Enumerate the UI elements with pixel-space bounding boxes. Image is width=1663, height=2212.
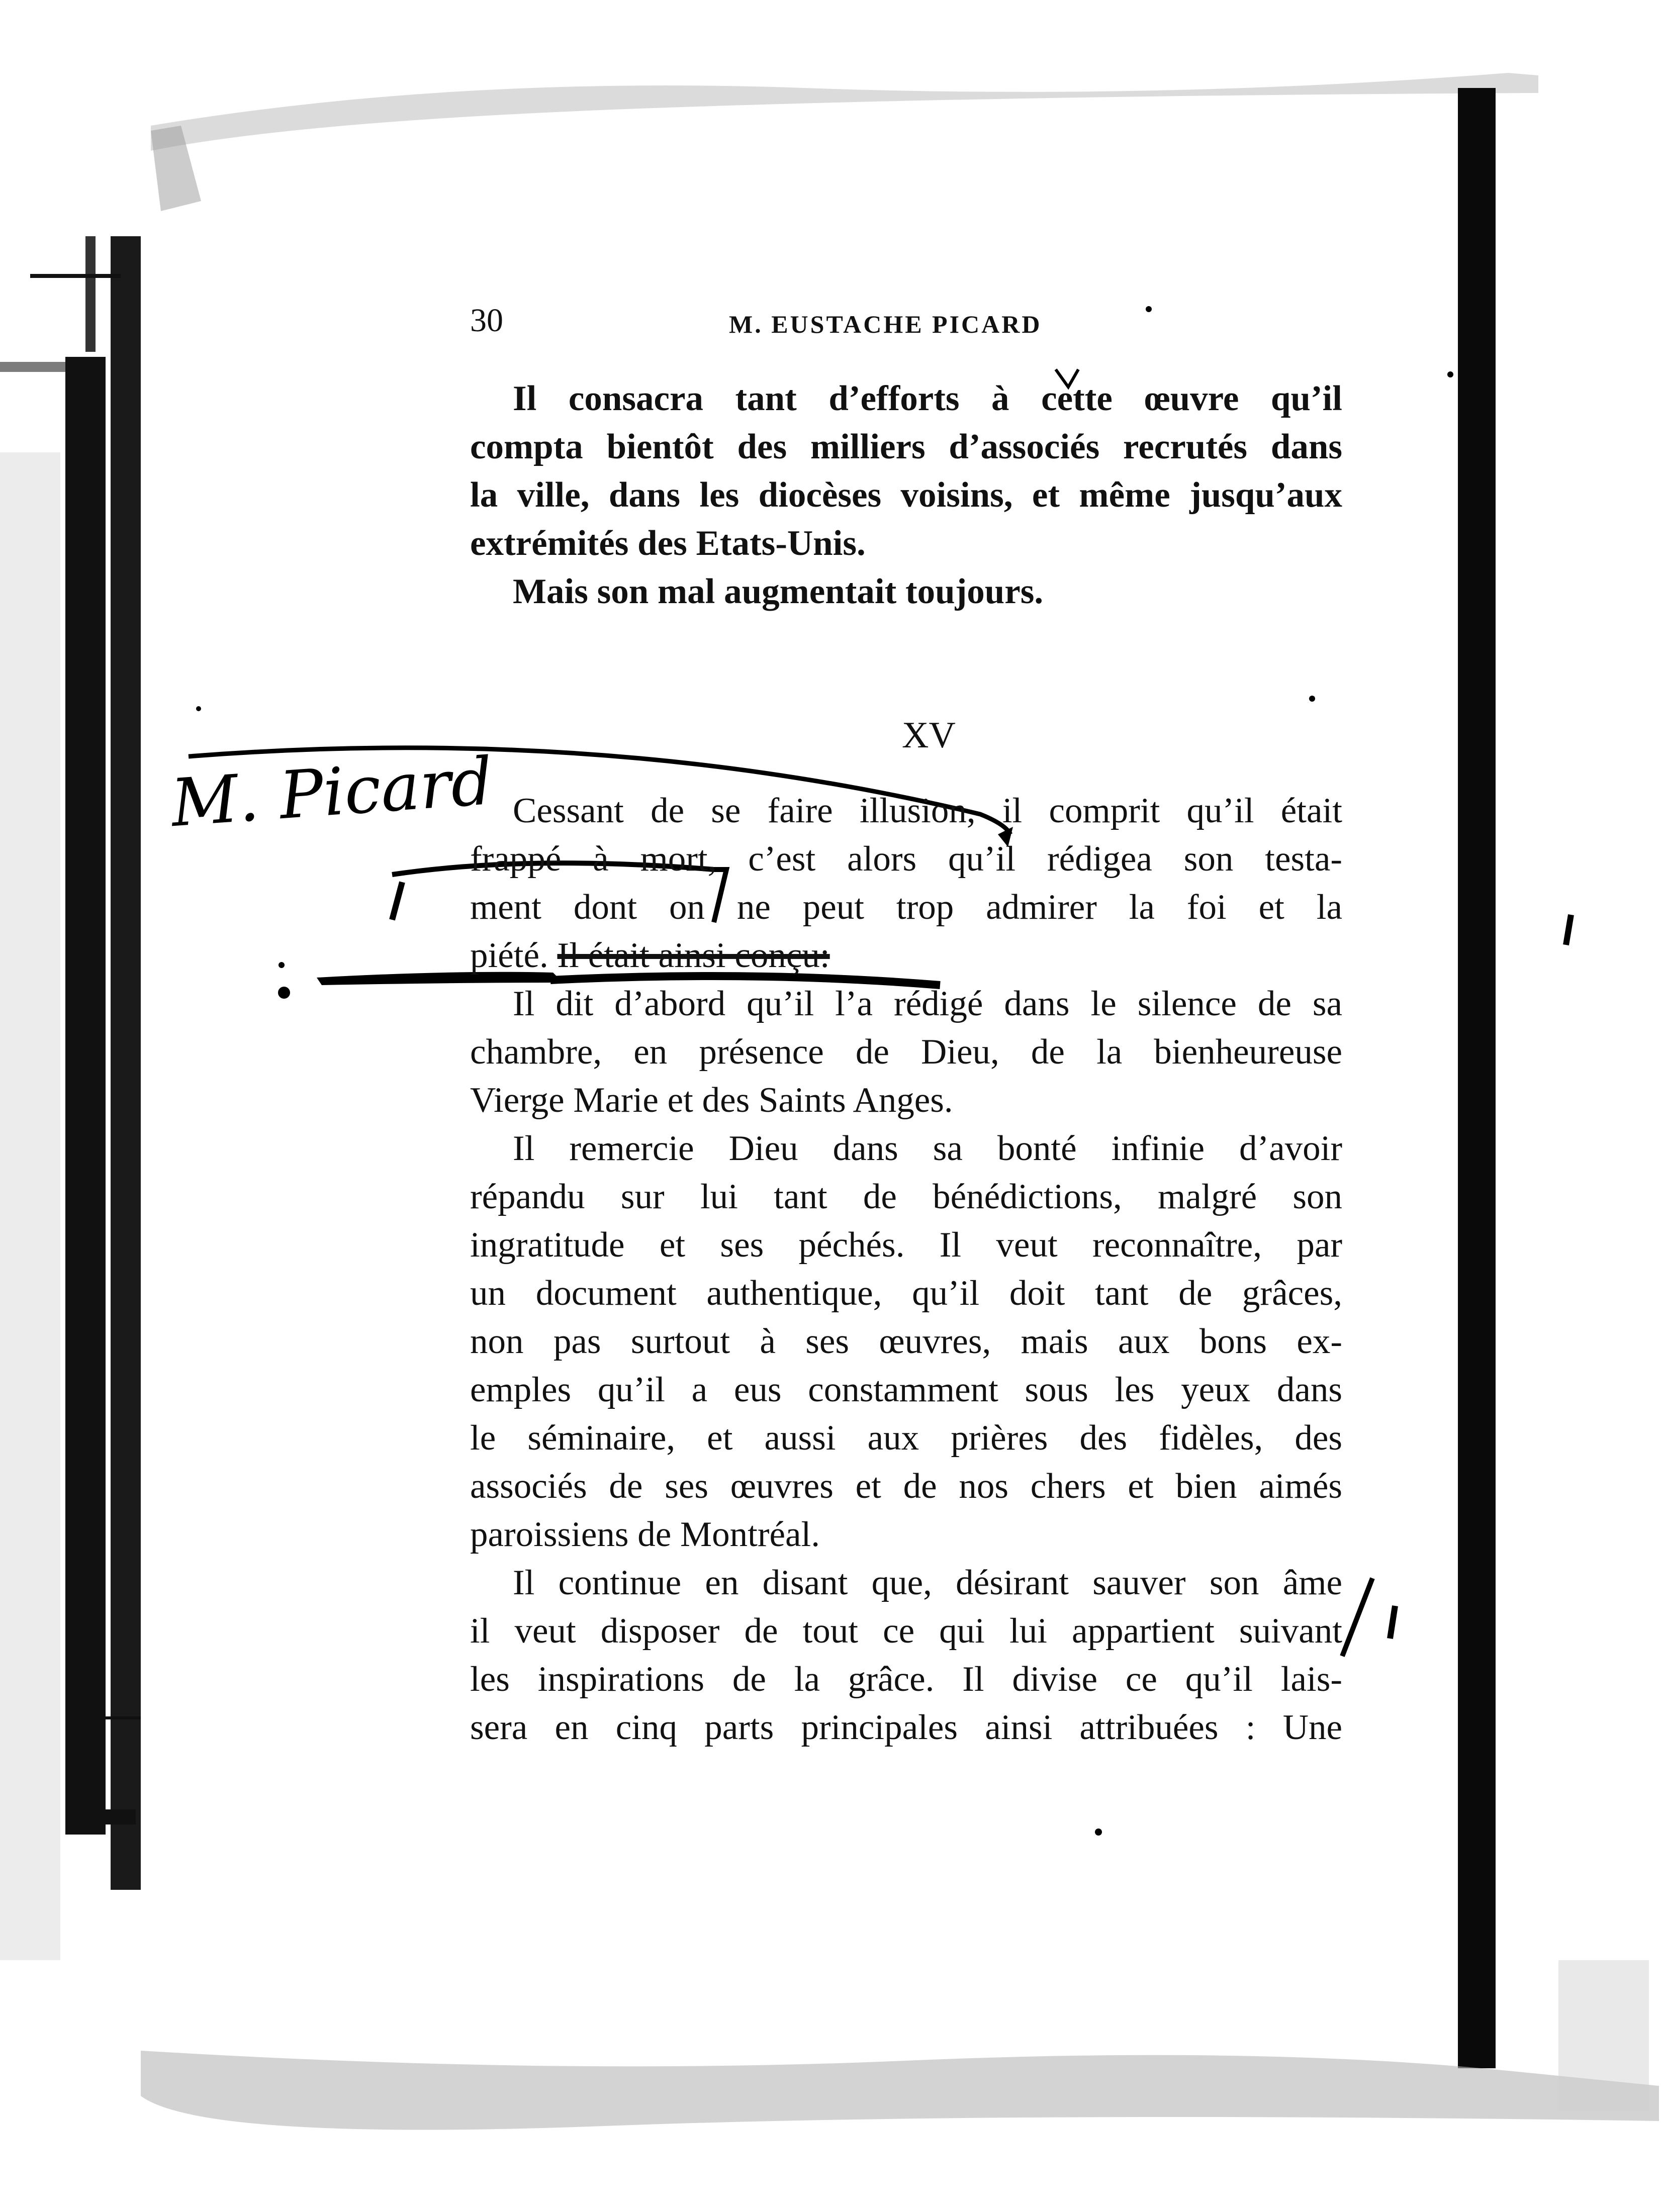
text-line: emples qu’il a eus constamment sous les yeux dans [470, 1370, 1342, 1409]
text-fragment: piété. [470, 936, 548, 975]
struck-out-text: Il était ainsi conçu: [557, 936, 830, 975]
text-line: Il continue en disant que, désirant sauver son âme [513, 1563, 1342, 1602]
section-heading: XV [902, 715, 956, 756]
hand-dot [278, 987, 290, 999]
text-line: chambre, en présence de Dieu, de la bienheureuse [470, 1032, 1342, 1072]
text-line: il veut disposer de tout ce qui lui appartient suivant [470, 1611, 1342, 1651]
text-line: compta bientôt des milliers d’associés recrutés dans [470, 427, 1342, 466]
text-line: associés de ses œuvres et de nos chers et bien aimés [470, 1467, 1342, 1506]
text-line: ingratitude et ses péchés. Il veut reconnaître, par [470, 1225, 1342, 1265]
text-line: non pas surtout à ses œuvres, mais aux bons ex- [470, 1322, 1342, 1361]
text-line: la ville, dans les diocèses voisins, et même jusqu’aux [470, 475, 1342, 515]
text-line: paroissiens de Montréal. [470, 1515, 820, 1554]
text-line: répandu sur lui tant de bénédictions, malgré son [470, 1177, 1342, 1216]
text-line: Mais son mal augmentait toujours. [513, 572, 1044, 611]
page-number: 30 [470, 302, 503, 339]
text-line: ment dont on ne peut trop admirer la foi et la [470, 888, 1342, 927]
running-header [470, 302, 1340, 347]
top-scan-noise [151, 73, 1538, 151]
left-black-bar-1 [65, 357, 106, 1835]
text-line: Il consacra tant d’efforts à cette œuvre qu’il [513, 379, 1342, 418]
hand-tick-right-1 [1566, 915, 1571, 945]
left-black-bar-2 [111, 236, 141, 1890]
hand-slash-ame [1342, 1578, 1372, 1656]
text-line: un document authentique, qu’il doit tant de grâces, [470, 1274, 1342, 1313]
hand-tick-right-2 [1390, 1606, 1395, 1639]
text-line: Vierge Marie et des Saints Anges. [470, 1081, 953, 1120]
bottom-scan-noise [141, 2051, 1659, 2130]
handwritten-margin-note: M. Picard [168, 742, 496, 842]
text-line [470, 931, 1342, 980]
text-line: le séminaire, et aussi aux prières des fidèles, des [470, 1418, 1342, 1458]
hand-tick-left-1 [392, 882, 402, 920]
text-line: Cessant de se faire illusion, il comprit qu’il était [513, 791, 1342, 830]
section-gap [470, 616, 1342, 711]
page-body [470, 374, 1342, 1752]
text-line: extrémités des Etats-Unis. [470, 524, 866, 563]
text-line: Il dit d’abord qu’il l’a rédigé dans le silence de sa [513, 984, 1342, 1023]
right-black-bar [1458, 88, 1496, 2068]
text-line: les inspirations de la grâce. Il divise ce qu’il lais- [470, 1660, 1342, 1699]
text-line: frappé à mort, c’est alors qu’il rédigea son testa- [470, 839, 1342, 879]
text-line: sera en cinq parts principales ainsi attribuées : Une [470, 1708, 1342, 1747]
running-head-title: M. EUSTACHE PICARD [729, 310, 1042, 338]
text-line: Il remercie Dieu dans sa bonté infinie d’avoir [513, 1129, 1342, 1168]
